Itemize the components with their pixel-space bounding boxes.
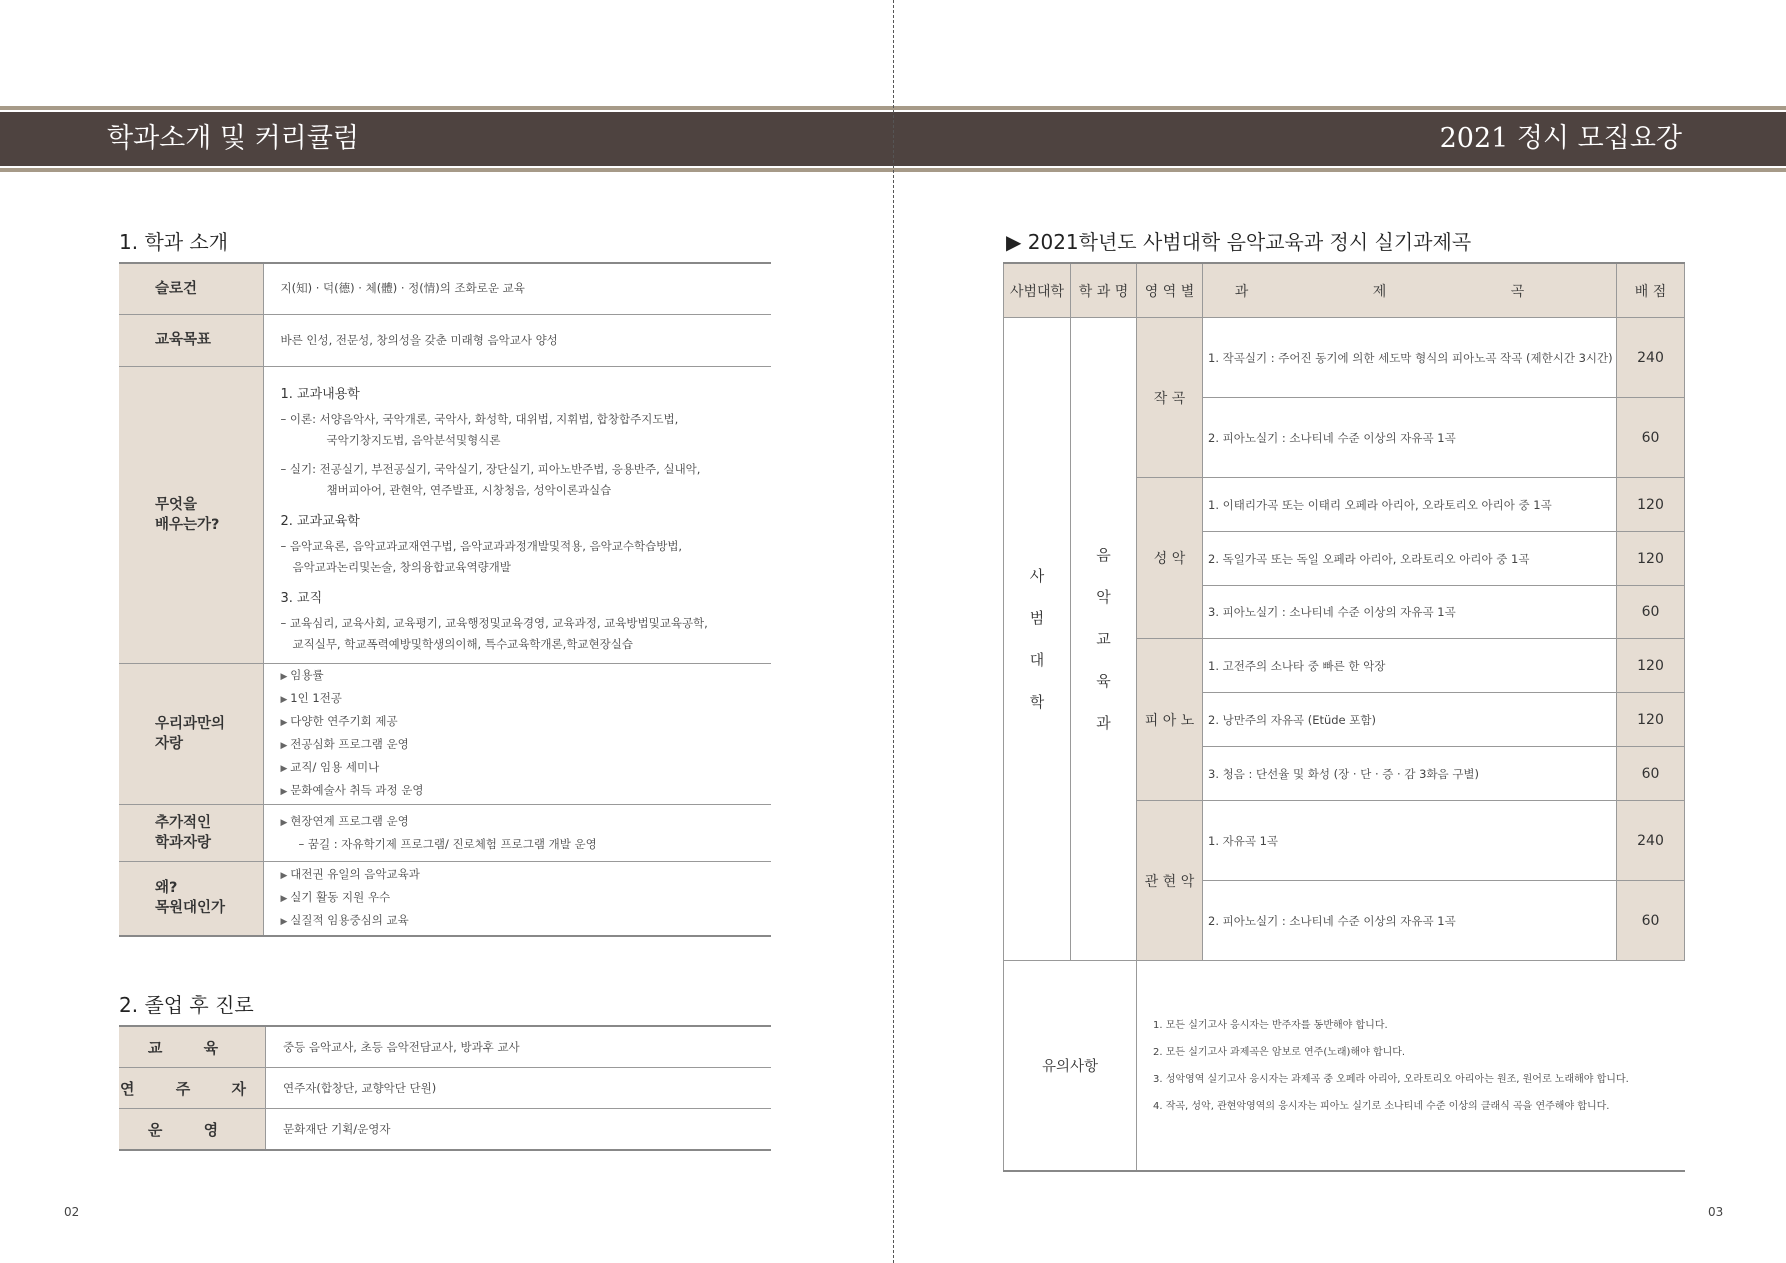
area-cell: 관 현 악: [1137, 801, 1203, 961]
note-item: 4. 작곡, 성악, 관현악영역의 응시자는 피아노 실기로 소나티네 수준 이상의 클래식 곡을 연주해야 합니다.: [1153, 1100, 1610, 1112]
goal-label: 교육목표: [119, 314, 263, 366]
department-intro-table: [119, 262, 771, 937]
section-heading-intro: 1. 학과 소개: [119, 230, 229, 254]
right-page-title: 2021 정시 모집요강: [1439, 123, 1682, 154]
page-number-right: 03: [1708, 1205, 1724, 1219]
career-label: 교 육: [119, 1026, 266, 1068]
task-cell: 1. 자유곡 1곡: [1203, 801, 1617, 881]
table-row: [119, 314, 771, 366]
why-label: 왜? 목원대인가: [119, 861, 263, 936]
pride-value: [263, 663, 771, 804]
score-cell: 60: [1617, 586, 1685, 639]
list-item: ▶ 실기 활동 지원 우수: [281, 887, 771, 910]
goal-value: 바른 인성, 전문성, 창의성을 갖춘 미래형 음악교사 양성: [263, 314, 771, 366]
extra-label: 추가적인 학과자랑: [119, 804, 263, 861]
learn-line: – 교육심리, 교육사회, 교육평기, 교육행정및교육경영, 교육과정, 교육방법및교육공학,: [280, 615, 708, 630]
note-item: 1. 모든 실기고사 응시자는 반주자를 동반해야 합니다.: [1153, 1019, 1388, 1031]
score-cell: 240: [1617, 318, 1685, 398]
notes-cell: [1137, 961, 1685, 1172]
career-value: 연주자(합창단, 교향악단 단원): [266, 1068, 772, 1109]
list-item: ▶ 실질적 임용중심의 교육: [281, 910, 771, 933]
task-cell: 2. 독일가곡 또는 독일 오페라 아리아, 오라토리오 아리아 중 1곡: [1203, 532, 1617, 586]
section-heading-career: 2. 졸업 후 진로: [119, 993, 254, 1017]
pride-label: 우리과만의 자랑: [119, 663, 263, 804]
career-table: [119, 1025, 771, 1151]
table-row: [119, 366, 771, 663]
list-item: ▶ 대전권 유일의 음악교육과: [281, 864, 771, 887]
learn-line: 챔버피아어, 관현악, 연주발표, 시창청음, 성악이론과실습: [326, 482, 612, 497]
list-item: ▶ 전공심화 프로그램 운영: [281, 734, 771, 757]
task-cell: 3. 청음 : 단선율 및 화성 (장 · 단 · 증 · 감 3화음 구별): [1203, 747, 1617, 801]
why-value: [263, 861, 771, 936]
task-cell: 2. 피아노실기 : 소나티네 수준 이상의 자유곡 1곡: [1203, 881, 1617, 961]
list-item: ▶ 1인 1전공: [281, 688, 771, 711]
page-divider: [893, 0, 894, 1263]
learn-line: – 실기: 전공실기, 부전공실기, 국악실기, 장단실기, 피아노반주법, 응용반주, 실내악,: [280, 461, 701, 476]
table-row: [119, 804, 771, 861]
learn-value: [263, 366, 771, 663]
header-dept: 학 과 명: [1071, 263, 1137, 318]
learn-sub-title: 3. 교직: [280, 590, 323, 606]
table-row: [119, 1068, 771, 1109]
learn-line: 국악기창지도법, 음악분석및형식론: [326, 432, 501, 447]
score-cell: 60: [1617, 398, 1685, 478]
task-cell: 1. 이태리가곡 또는 이태리 오페라 아리아, 오라토리오 아리아 중 1곡: [1203, 478, 1617, 532]
score-cell: 120: [1617, 532, 1685, 586]
score-cell: 60: [1617, 881, 1685, 961]
score-cell: 120: [1617, 639, 1685, 693]
learn-sub-title: 2. 교과교육학: [280, 513, 360, 529]
section-heading-practical: ▶ 2021학년도 사범대학 음악교육과 정시 실기과제곡: [1006, 230, 1472, 254]
list-item: ▶ 임용률: [281, 665, 771, 688]
score-cell: 120: [1617, 478, 1685, 532]
learn-line: – 이론: 서양음악사, 국악개론, 국악사, 화성학, 대위법, 지휘법, 합창합주지도법,: [280, 411, 679, 426]
table-row: [119, 1109, 771, 1151]
left-page-title: 학과소개 및 커리큘럼: [107, 123, 359, 154]
career-label: 연 주 자: [119, 1068, 266, 1109]
area-cell: 작 곡: [1137, 318, 1203, 478]
header-college: 사범대학: [1004, 263, 1071, 318]
task-cell: 2. 피아노실기 : 소나티네 수준 이상의 자유곡 1곡: [1203, 398, 1617, 478]
note-item: 3. 성악영역 실기고사 응시자는 과제곡 중 오페라 아리아, 오라토리오 아리아는 원조, 원어로 노래해야 합니다.: [1153, 1073, 1629, 1085]
list-item: ▶ 현장연계 프로그램 운영: [281, 811, 771, 834]
list-item: ▶ 교직/ 임용 세미나: [281, 757, 771, 780]
task-cell: 2. 낭만주의 자유곡 (Etüde 포함): [1203, 693, 1617, 747]
learn-label: 무엇을 배우는가?: [119, 366, 263, 663]
score-cell: 240: [1617, 801, 1685, 881]
header-task: 과 제 곡: [1203, 263, 1617, 318]
area-cell: 성 악: [1137, 478, 1203, 639]
table-row: [1004, 318, 1685, 398]
table-row: [1004, 961, 1685, 1172]
area-cell: 피 아 노: [1137, 639, 1203, 801]
header-area: 영 역 별: [1137, 263, 1203, 318]
task-cell: 1. 고전주의 소나타 중 빠른 한 악장: [1203, 639, 1617, 693]
table-row: [119, 1026, 771, 1068]
header-score: 배 점: [1617, 263, 1685, 318]
learn-line: 교직실무, 학교폭력예방및학생의이해, 특수교육학개론,학교현장실습: [292, 636, 633, 651]
dept-cell: 음 악 교 육 과: [1071, 318, 1137, 961]
list-item: – 꿈길 : 자유학기제 프로그램/ 진로체험 프로그램 개발 운영: [298, 836, 597, 851]
learn-sub-title: 1. 교과내용학: [280, 386, 360, 402]
note-item: 2. 모든 실기고사 과제곡은 암보로 연주(노래)해야 합니다.: [1153, 1046, 1406, 1058]
table-row: [119, 861, 771, 936]
table-row: [119, 263, 771, 314]
score-cell: 60: [1617, 747, 1685, 801]
score-cell: 120: [1617, 693, 1685, 747]
career-value: 중등 음악교사, 초등 음악전담교사, 방과후 교사: [266, 1026, 772, 1068]
learn-line: – 음악교육론, 음악교과교재연구법, 음악교과과정개발및적용, 음악교수학습방법,: [280, 538, 683, 553]
list-item: ▶ 다양한 연주기회 제공: [281, 711, 771, 734]
page-number-left: 02: [64, 1205, 80, 1219]
practical-exam-table: [1003, 262, 1685, 1172]
slogan-value: 지(知) · 덕(德) · 체(體) · 정(情)의 조화로운 교육: [263, 263, 771, 314]
table-row: [119, 663, 771, 804]
notes-label: 유의사항: [1004, 961, 1137, 1172]
career-label: 운 영: [119, 1109, 266, 1151]
college-cell: 사 범 대 학: [1004, 318, 1071, 961]
career-value: 문화재단 기획/운영자: [266, 1109, 772, 1151]
table-header-row: [1004, 263, 1685, 318]
task-cell: 3. 피아노실기 : 소나티네 수준 이상의 자유곡 1곡: [1203, 586, 1617, 639]
extra-value: [263, 804, 771, 861]
slogan-label: 슬로건: [119, 263, 263, 314]
list-item: ▶ 문화예술사 취득 과정 운영: [281, 780, 771, 803]
learn-line: 음악교과논리및논술, 창의융합교육역량개발: [292, 559, 511, 574]
task-cell: 1. 작곡실기 : 주어진 동기에 의한 세도막 형식의 피아노곡 작곡 (제한시간 3시간): [1203, 318, 1617, 398]
